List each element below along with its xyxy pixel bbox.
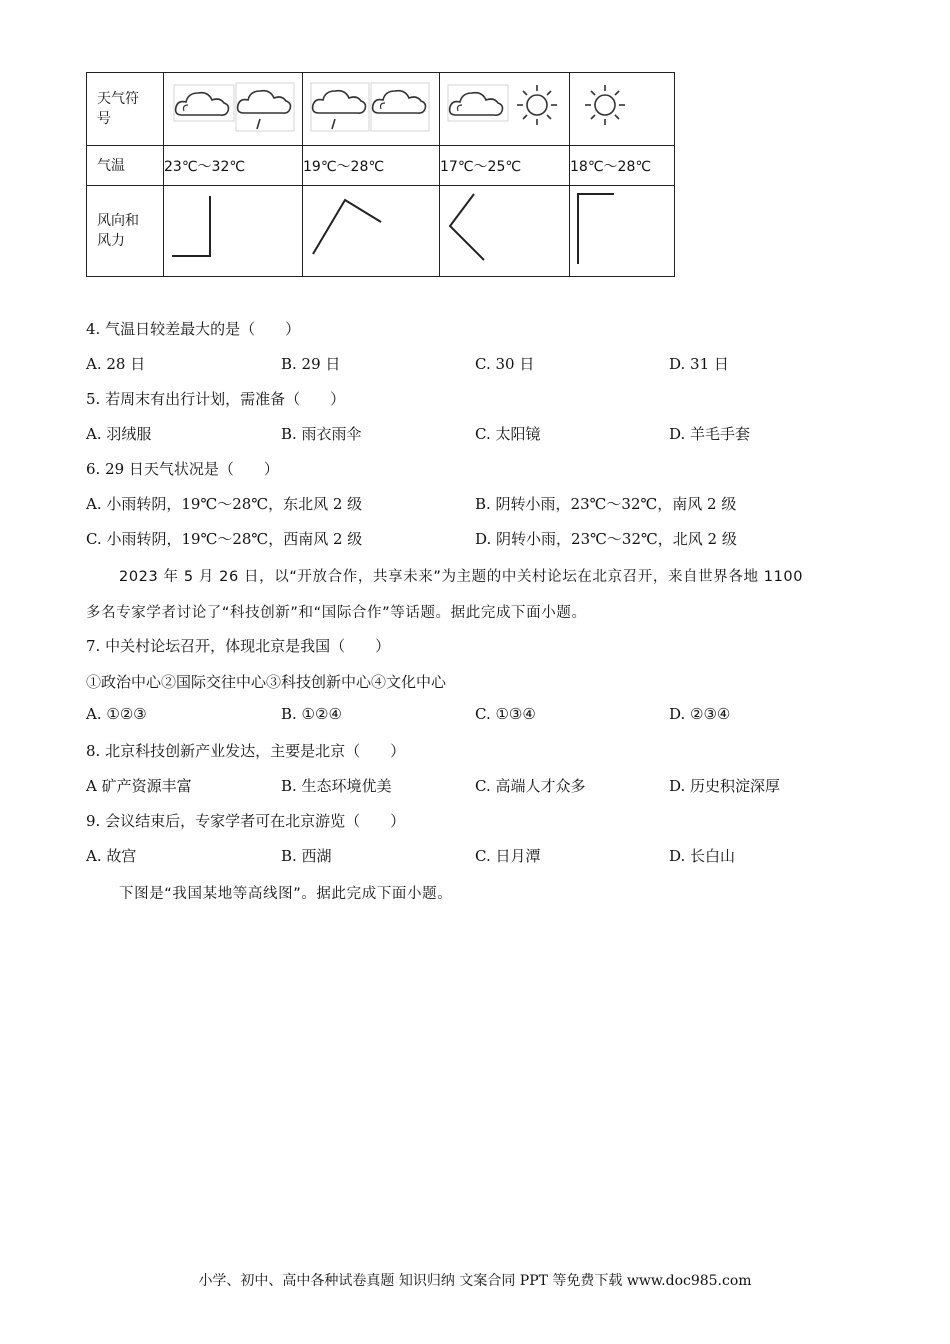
question-5-stem: 5. 若周末有出行计划，需准备（ ） xyxy=(86,390,346,408)
symbol-cell-28 xyxy=(164,73,303,146)
question-8-option-a: A 矿产资源丰富 xyxy=(86,777,192,795)
symbol-row xyxy=(87,73,675,146)
cloud-rain-icon xyxy=(236,83,294,131)
question-4-option-c: C. 30 日 xyxy=(475,355,535,373)
wind-symbol-north-icon xyxy=(570,186,674,276)
question-9-option-b: B. 西湖 xyxy=(281,847,332,865)
question-7-option-b: B. ①②④ xyxy=(281,705,342,723)
temperature-row xyxy=(87,146,675,186)
question-4-option-a: A. 28 日 xyxy=(86,355,146,373)
question-8-option-b: B. 生态环境优美 xyxy=(281,777,392,795)
sun-icon xyxy=(585,85,625,125)
question-7-items: ①政治中心②国际交往中心③科技创新中心④文化中心 xyxy=(86,673,447,691)
question-6-option-c: C. 小雨转阴，19℃～28℃，西南风 2 级 xyxy=(86,530,363,548)
row-label-temperature: 气温 xyxy=(87,146,164,186)
wind-cell-31 xyxy=(570,186,675,277)
temp-cell-29: 19℃～28℃ xyxy=(303,146,440,186)
row-label-symbol xyxy=(87,73,164,146)
cloud-rain-icon xyxy=(311,83,369,131)
question-6-option-b: B. 阴转小雨，23℃～32℃，南风 2 级 xyxy=(475,495,737,513)
temp-cell-31: 18℃～28℃ xyxy=(570,146,675,186)
question-8-option-d: D. 历史积淀深厚 xyxy=(669,777,781,795)
wind-cell-30 xyxy=(440,186,570,277)
question-5-option-c: C. 太阳镜 xyxy=(475,425,541,443)
question-9-option-a: A. 故宫 xyxy=(86,847,137,865)
row-label-wind-line2: 风力 xyxy=(97,233,125,249)
page-footer: 小学、初中、高中各种试卷真题 知识归纳 文案合同 PPT 等免费下载 www.doc985.com xyxy=(198,1273,752,1289)
question-5-option-b: B. 雨衣雨伞 xyxy=(281,425,362,443)
question-9-stem: 9. 会议结束后，专家学者可在北京游览（ ） xyxy=(86,812,406,830)
wind-symbol-southwest-icon xyxy=(303,186,439,276)
question-7-option-d: D. ②③④ xyxy=(669,705,731,723)
question-4-option-b: B. 29 日 xyxy=(281,355,341,373)
wind-cell-28 xyxy=(164,186,303,277)
cloud-icon xyxy=(448,85,508,121)
row-label-symbol-line1: 天气符 xyxy=(97,91,139,107)
question-4-option-d: D. 31 日 xyxy=(669,355,729,373)
question-8-option-c: C. 高端人才众多 xyxy=(475,777,586,795)
row-label-wind xyxy=(87,186,164,277)
question-9-option-d: D. 长白山 xyxy=(669,847,736,865)
cloud-icon xyxy=(371,83,429,131)
symbol-cell-29 xyxy=(303,73,440,146)
question-5-option-d: D. 羊毛手套 xyxy=(669,425,751,443)
wind-symbol-south-icon xyxy=(164,186,302,276)
question-7-option-c: C. ①③④ xyxy=(475,705,536,723)
question-7-stem: 7. 中关村论坛召开，体现北京是我国（ ） xyxy=(86,637,391,655)
row-label-symbol-line2: 号 xyxy=(97,111,111,127)
question-5-option-a: A. 羽绒服 xyxy=(86,425,152,443)
symbol-cell-30 xyxy=(440,73,570,146)
temp-cell-28: 23℃～32℃ xyxy=(164,146,303,186)
temp-cell-30: 17℃～25℃ xyxy=(440,146,570,186)
question-4-stem: 4. 气温日较差最大的是（ ） xyxy=(86,320,301,338)
cloud-icon xyxy=(174,85,234,121)
question-6-option-d: D. 阴转小雨，23℃～32℃，北风 2 级 xyxy=(475,530,737,548)
question-8-stem: 8. 北京科技创新产业发达，主要是北京（ ） xyxy=(86,742,406,760)
passage-line-1: 2023 年 5 月 26 日，以“开放合作，共享未来”为主题的中关村论坛在北京召开，来自世界各地 1100 xyxy=(119,569,804,585)
next-section-intro: 下图是“我国某地等高线图”。据此完成下面小题。 xyxy=(119,886,453,902)
sun-icon xyxy=(517,85,557,125)
question-9-option-c: C. 日月潭 xyxy=(475,847,541,865)
symbol-cell-31 xyxy=(570,73,675,146)
wind-symbol-east-icon xyxy=(440,186,569,276)
question-6-option-a: A. 小雨转阴，19℃～28℃，东北风 2 级 xyxy=(86,495,363,513)
wind-cell-29 xyxy=(303,186,440,277)
question-6-stem: 6. 29 日天气状况是（ ） xyxy=(86,460,279,478)
passage-line-2: 多名专家学者讨论了“科技创新”和“国际合作”等话题。据此完成下面小题。 xyxy=(86,605,587,621)
question-7-option-a: A. ①②③ xyxy=(86,705,147,723)
wind-row xyxy=(87,186,675,277)
row-label-wind-line1: 风向和 xyxy=(97,213,139,229)
weather-table xyxy=(86,72,675,277)
